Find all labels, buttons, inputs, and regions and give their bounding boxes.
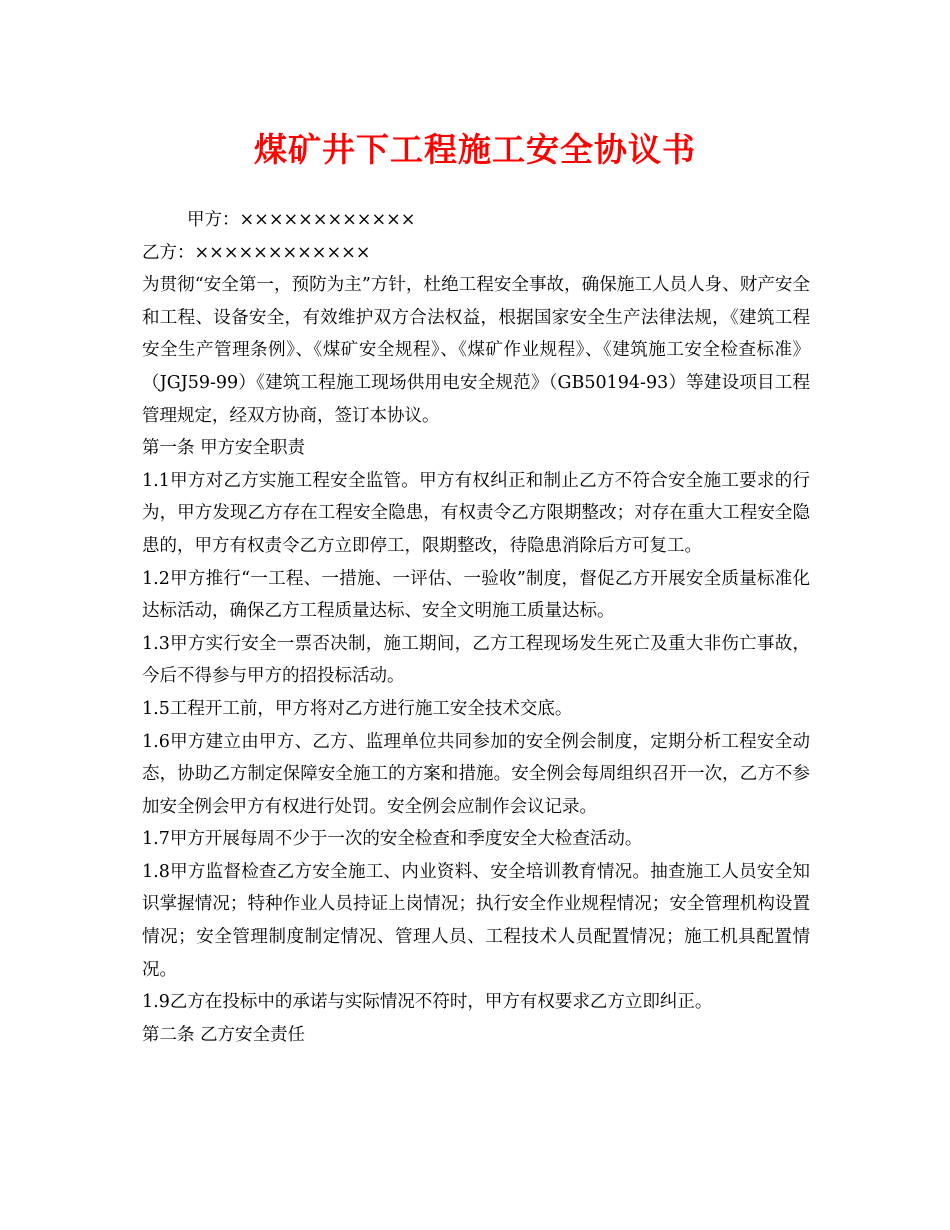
clause-1-3: 1.3甲方实行安全一票否决制，施工期间，乙方工程现场发生死亡及重大非伤亡事故，今后不得参与甲方的招投标活动。: [142, 633, 810, 687]
section-heading-article-1: 第一条 甲方安全职责: [142, 438, 306, 459]
preamble-paragraph: 为贯彻“安全第一，预防为主”方针，杜绝工程安全事故，确保施工人员人身、财产安全和工程、设备安全，有效维护双方合法权益，根据国家安全生产法律法规，《建筑工程安全生产管理条例》、《煤矿安全规程》、《煤矿作业规程》、《建筑施工安全检查标准》（JGJ59-99）《建筑工程施工现场供用电安全规范》（GB50194-93）等建设项目工程管理规定，经双方协商，签订本协议。: [142, 275, 810, 426]
clause-1-7: 1.7甲方开展每周不少于一次的安全检查和季度安全大检查活动。: [142, 829, 643, 850]
section-heading-article-2: 第二条 乙方安全责任: [142, 1024, 306, 1045]
party-a-line: 甲方：××××××××××××: [187, 210, 416, 230]
document-body: [142, 204, 810, 1051]
document-title: 煤矿井下工程施工安全协议书: [254, 130, 696, 169]
clause-1-9: 1.9乙方在投标中的承诺与实际情况不符时，甲方有权要求乙方立即纠正。: [142, 992, 713, 1013]
clause-1-6: 1.6甲方建立由甲方、乙方、监理单位共同参加的安全例会制度，定期分析工程安全动态，协助乙方制定保障安全施工的方案和措施。安全例会每周组织召开一次，乙方不参加安全例会甲方有权进行处罚。安全例会应制作会议记录。: [142, 731, 810, 817]
clause-1-2: 1.2甲方推行“一工程、一措施、一评估、一验收”制度，督促乙方开展安全质量标准化达标活动，确保乙方工程质量达标、安全文明施工质量达标。: [142, 568, 810, 622]
party-b-line: 乙方：××××××××××××: [142, 242, 371, 263]
clause-1-5: 1.5工程开工前，甲方将对乙方进行施工安全技术交底。: [142, 698, 573, 719]
clause-1-1: 1.1甲方对乙方实施工程安全监管。甲方有权纠正和制止乙方不符合安全施工要求的行为，甲方发现乙方存在工程安全隐患，有权责令乙方限期整改；对存在重大工程安全隐患的，甲方有权责令乙方立即停工，限期整改，待隐患消除后方可复工。: [142, 470, 810, 556]
clause-1-8: 1.8甲方监督检查乙方安全施工、内业资料、安全培训教育情况。抽查施工人员安全知识掌握情况；特种作业人员持证上岗情况；执行安全作业规程情况；安全管理机构设置情况；安全管理制度制定情况、管理人员、工程技术人员配置情况；施工机具配置情况。: [142, 861, 810, 980]
